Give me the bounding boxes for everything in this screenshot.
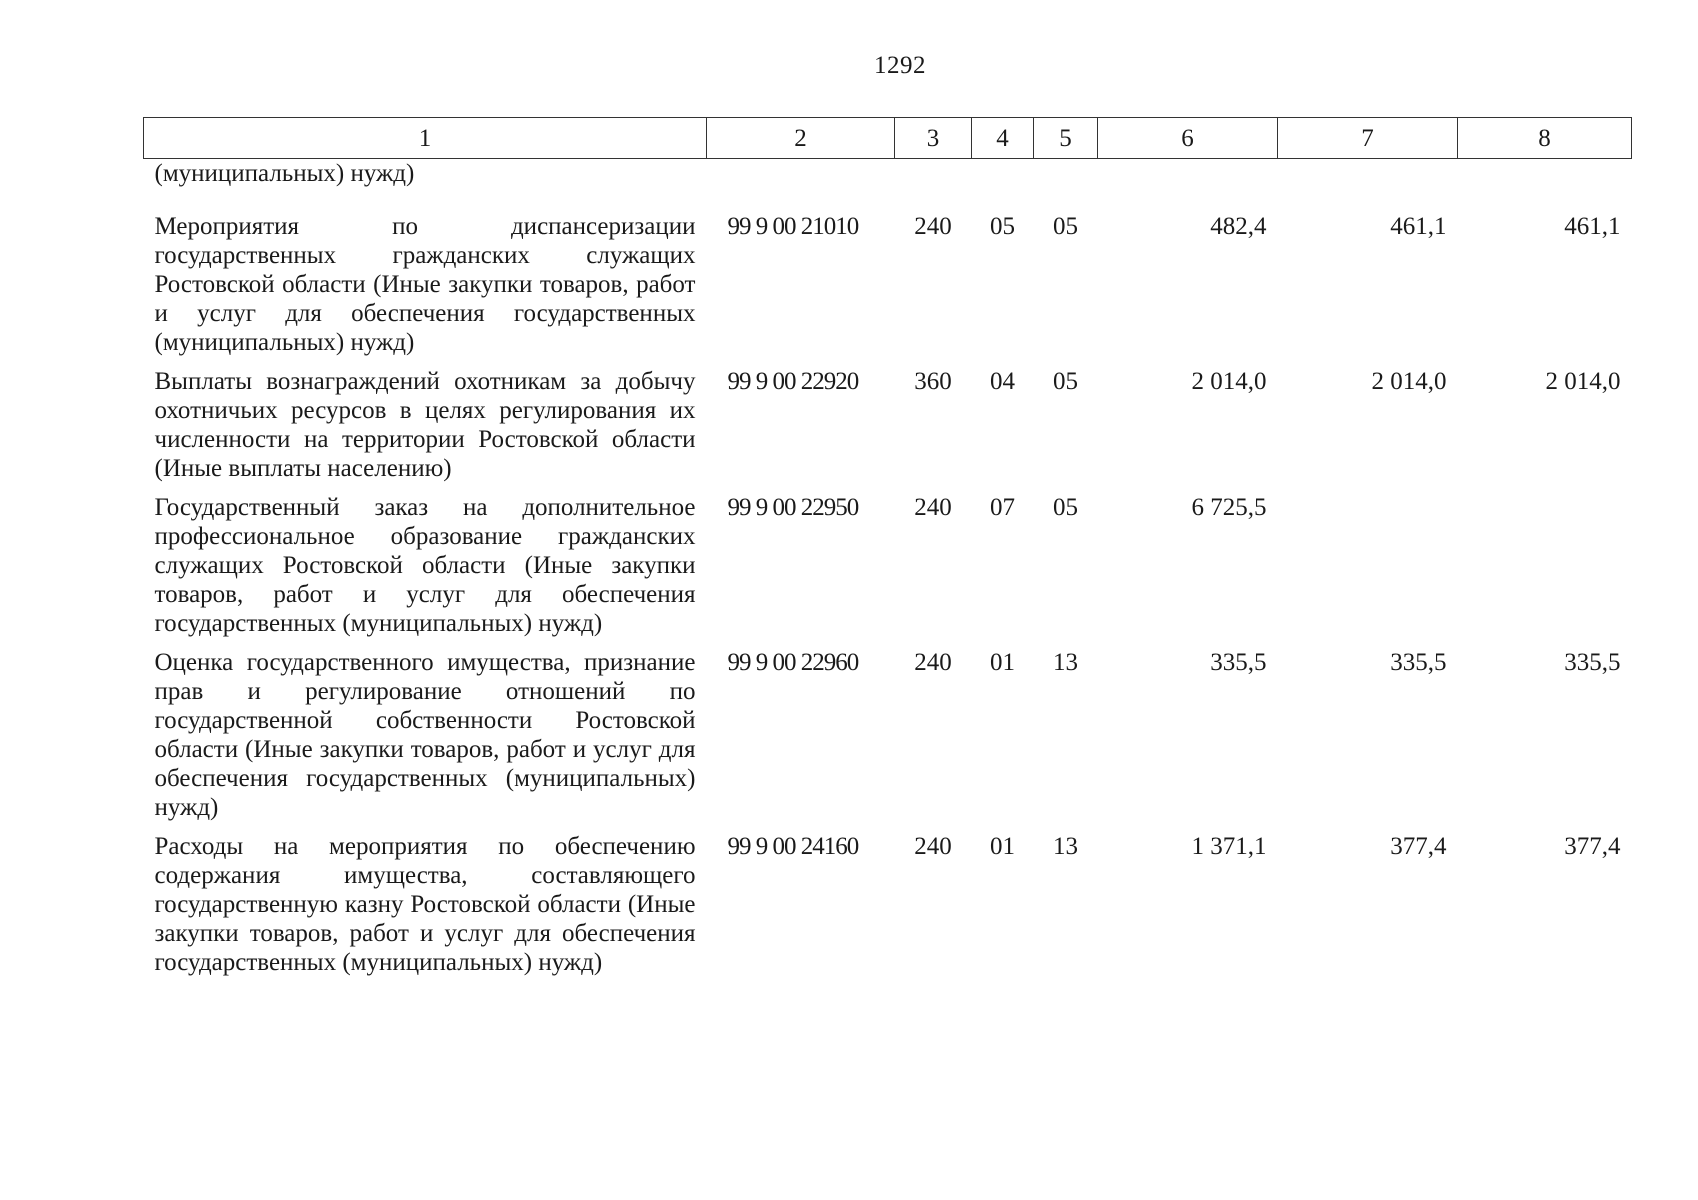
- row-amount-col8: 335,5: [1564, 649, 1621, 676]
- column-header: 2: [707, 118, 895, 159]
- table-header-row: [144, 118, 1632, 159]
- row-section: 07: [990, 494, 1015, 521]
- row-amount-col7: 335,5: [1390, 649, 1447, 676]
- row-description: Расходы на мероприятия по обеспечению содержания имущества, составляющего государственную казну Ростовской области (Иные закупки товаров, работ и услуг для обеспечения государственных (муниципальных) нужд): [154, 833, 696, 976]
- row-subsection: 05: [1053, 494, 1078, 521]
- row-description: Выплаты вознаграждений охотникам за добычу охотничьих ресурсов в целях регулирования их численности на территории Ростовской области (Иные выплаты населению): [154, 368, 696, 482]
- column-header: 7: [1278, 118, 1458, 159]
- column-header: 1: [144, 118, 707, 159]
- table-row: [144, 493, 1632, 648]
- column-header: 4: [972, 118, 1034, 159]
- row-code: 99 9 00 22920: [727, 368, 859, 395]
- row-amount-col8: 2 014,0: [1545, 368, 1621, 395]
- row-expense-type: 240: [914, 649, 952, 676]
- table-row: [144, 212, 1632, 367]
- row-description: Оценка государственного имущества, признание прав и регулирование отношений по государственной собственности Ростовской области (Иные закупки товаров, работ и услуг для обеспечения государственных (муниципальных) нужд): [154, 649, 696, 821]
- column-header: 6: [1098, 118, 1278, 159]
- row-expense-type: 360: [914, 368, 952, 395]
- column-header: 5: [1034, 118, 1098, 159]
- table-row: [144, 648, 1632, 832]
- row-subsection: 05: [1053, 368, 1078, 395]
- row-expense-type: 240: [914, 213, 952, 240]
- row-amount-col6: 335,5: [1210, 649, 1267, 676]
- row-amount-col8: 377,4: [1564, 833, 1621, 860]
- row-code: 99 9 00 22960: [727, 649, 859, 676]
- table-row: [144, 367, 1632, 493]
- row-amount-col7: 377,4: [1390, 833, 1447, 860]
- row-amount-col7: 461,1: [1390, 213, 1447, 240]
- row-section: 01: [990, 833, 1015, 860]
- row-subsection: 05: [1053, 213, 1078, 240]
- budget-table: [143, 117, 1632, 987]
- row-amount-col8: [1458, 493, 1632, 648]
- continuation-text: (муниципальных) нужд): [154, 160, 415, 187]
- table-row: [144, 832, 1632, 987]
- row-amount-col6: 1 371,1: [1191, 833, 1267, 860]
- row-expense-type: 240: [914, 494, 952, 521]
- column-header: 3: [895, 118, 972, 159]
- row-amount-col6: 6 725,5: [1191, 494, 1267, 521]
- row-subsection: 13: [1053, 833, 1078, 860]
- row-description: Государственный заказ на дополнительное профессиональное образование гражданских служащих Ростовской области (Иные закупки товаров, работ и услуг для обеспечения государственных (муниципальных) нужд): [154, 494, 696, 637]
- row-subsection: 13: [1053, 649, 1078, 676]
- row-section: 05: [990, 213, 1015, 240]
- row-code: 99 9 00 21010: [727, 213, 859, 240]
- row-expense-type: 240: [914, 833, 952, 860]
- continuation-row: [144, 159, 1632, 213]
- row-code: 99 9 00 24160: [727, 833, 859, 860]
- row-section: 01: [990, 649, 1015, 676]
- row-description: Мероприятия по диспансеризации государственных гражданских служащих Ростовской области (Иные закупки товаров, работ и услуг для обеспечения государственных (муниципальных) нужд): [154, 213, 696, 356]
- row-code: 99 9 00 22950: [727, 494, 859, 521]
- row-amount-col7: [1278, 493, 1458, 648]
- row-section: 04: [990, 368, 1015, 395]
- page-number: 1292: [874, 52, 926, 79]
- row-amount-col7: 2 014,0: [1371, 368, 1447, 395]
- row-amount-col6: 2 014,0: [1191, 368, 1267, 395]
- row-amount-col8: 461,1: [1564, 213, 1621, 240]
- row-amount-col6: 482,4: [1210, 213, 1267, 240]
- column-header: 8: [1458, 118, 1632, 159]
